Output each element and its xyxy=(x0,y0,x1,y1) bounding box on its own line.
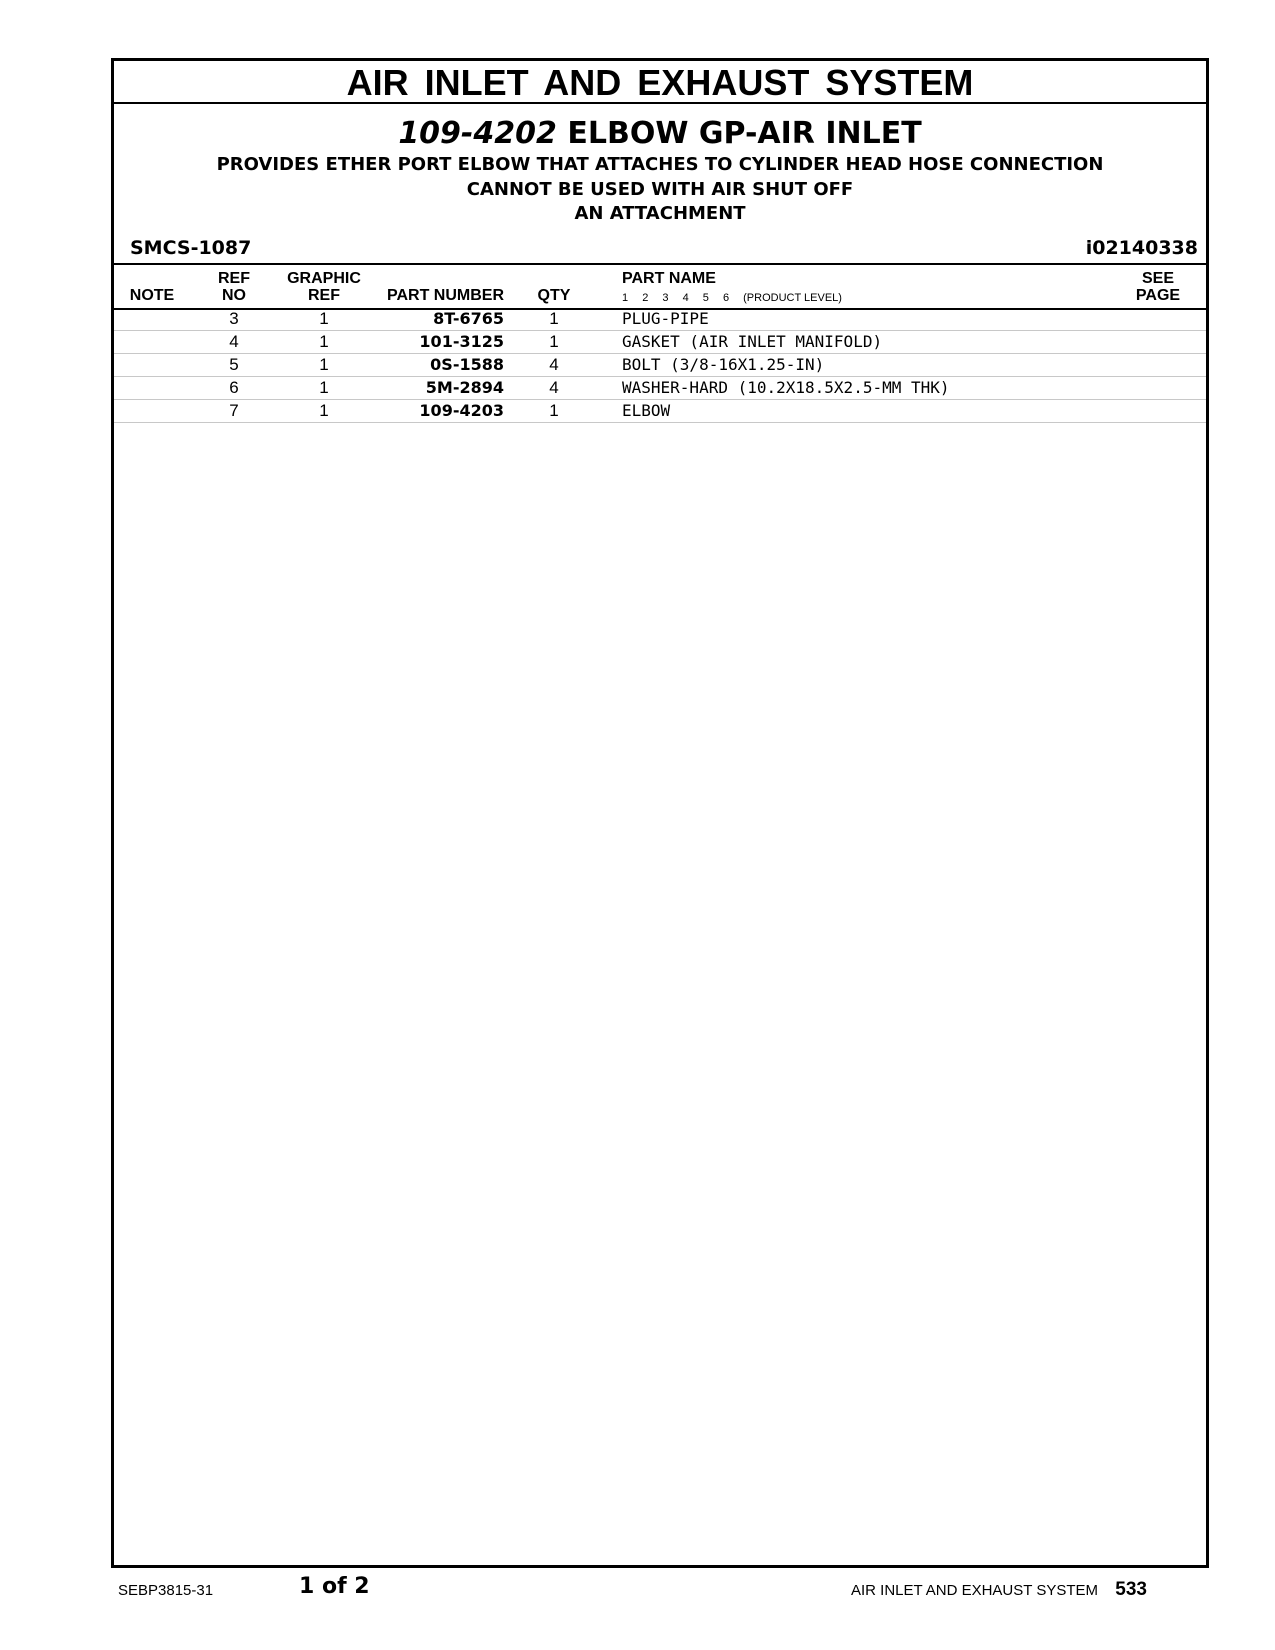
product-level-4: 4 xyxy=(682,292,689,304)
section-title: AIR INLET AND EXHAUST SYSTEM xyxy=(114,61,1206,104)
product-level-2: 2 xyxy=(642,292,649,304)
smcs-code: SMCS-1087 xyxy=(130,237,252,259)
footer-page-of: 1 of 2 xyxy=(299,1574,370,1599)
group-description-line-2: CANNOT BE USED WITH AIR SHUT OFF xyxy=(466,179,854,200)
header-note: NOTE xyxy=(129,287,175,304)
part-number-cell: 0S-1588 xyxy=(430,355,504,374)
header-graphic-ref xyxy=(279,270,369,304)
header-graphic-ref-line-1: GRAPHIC xyxy=(287,270,361,287)
header-ref-no xyxy=(209,270,259,304)
product-level-5: 5 xyxy=(702,292,709,304)
qty-cell: 4 xyxy=(549,378,559,397)
group-description-line-3: AN ATTACHMENT xyxy=(574,203,746,224)
ref-no-cell: 5 xyxy=(229,355,239,374)
graphic-ref-cell: 1 xyxy=(319,309,329,328)
header-part-number: PART NUMBER xyxy=(386,287,504,304)
group-number: 109-4202 xyxy=(398,116,557,151)
part-number-cell: 109-4203 xyxy=(419,401,504,420)
group-description-line-1: PROVIDES ETHER PORT ELBOW THAT ATTACHES TO CYLINDER HEAD HOSE CONNECTION xyxy=(216,154,1104,175)
part-name-cell: ELBOW xyxy=(622,401,671,420)
table-row xyxy=(114,354,1206,377)
qty-cell: 1 xyxy=(549,401,559,420)
graphic-ref-cell: 1 xyxy=(319,378,329,397)
header-graphic-ref-line-2: REF xyxy=(308,287,340,304)
header-ref-no-line-2: NO xyxy=(222,287,246,304)
table-row xyxy=(114,400,1206,423)
part-number-cell: 5M-2894 xyxy=(425,378,504,397)
illustration-id: i02140338 xyxy=(1085,237,1198,259)
header-see-page-line-1: SEE xyxy=(1141,270,1174,287)
product-level-6: 6 xyxy=(722,292,730,304)
part-number-cell: 8T-6765 xyxy=(433,309,504,328)
footer-page-number: 533 xyxy=(1115,1579,1147,1600)
parts-table-body xyxy=(114,308,1206,423)
qty-cell: 1 xyxy=(549,332,559,351)
header-qty: QTY xyxy=(537,287,571,304)
product-level-label: (PRODUCT LEVEL) xyxy=(743,292,842,304)
ref-no-cell: 4 xyxy=(229,332,239,351)
parts-table-header xyxy=(114,263,1206,310)
page-footer xyxy=(0,1572,1275,1612)
product-level-1: 1 xyxy=(622,292,629,304)
header-see-page xyxy=(1128,270,1188,304)
group-title xyxy=(114,116,1206,152)
footer-section-name: AIR INLET AND EXHAUST SYSTEM xyxy=(850,1582,1098,1599)
header-part-name xyxy=(622,270,853,307)
page-frame xyxy=(111,58,1209,1568)
table-row xyxy=(114,331,1206,354)
ref-no-cell: 6 xyxy=(229,378,239,397)
part-name-cell: PLUG-PIPE xyxy=(622,309,709,328)
graphic-ref-cell: 1 xyxy=(319,401,329,420)
part-number-cell: 101-3125 xyxy=(419,332,504,351)
header-ref-no-line-1: REF xyxy=(218,270,250,287)
table-row xyxy=(114,308,1206,331)
table-row xyxy=(114,377,1206,400)
footer-doc-id: SEBP3815-31 xyxy=(118,1582,214,1599)
part-name-cell: BOLT (3/8-16X1.25-IN) xyxy=(622,355,825,374)
product-level-3: 3 xyxy=(662,292,669,304)
graphic-ref-cell: 1 xyxy=(319,332,329,351)
part-name-cell: GASKET (AIR INLET MANIFOLD) xyxy=(622,332,883,351)
qty-cell: 4 xyxy=(549,355,559,374)
ref-no-cell: 7 xyxy=(229,401,239,420)
qty-cell: 1 xyxy=(549,309,559,328)
header-see-page-line-2: PAGE xyxy=(1135,287,1181,304)
part-name-cell: WASHER-HARD (10.2X18.5X2.5-MM THK) xyxy=(622,378,950,397)
ref-no-cell: 3 xyxy=(229,309,239,328)
header-part-name-label: PART NAME xyxy=(622,270,716,287)
graphic-ref-cell: 1 xyxy=(319,355,329,374)
header-product-levels xyxy=(622,290,853,307)
group-name: ELBOW GP-AIR INLET xyxy=(567,116,922,151)
